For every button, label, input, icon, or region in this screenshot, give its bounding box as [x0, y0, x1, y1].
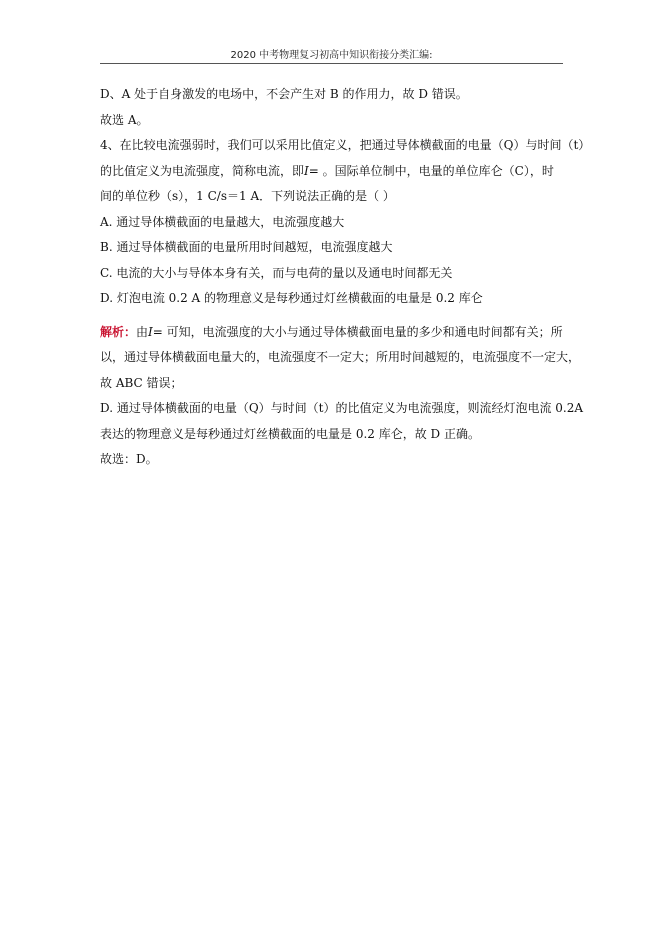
- text-span: 的比值定义为电流强度，简称电流，即: [100, 163, 305, 178]
- formula-variable: I: [148, 324, 153, 339]
- page-header: 2020 中考物理复习初高中知识衔接分类汇编:: [230, 50, 433, 61]
- analysis-line: [100, 320, 570, 346]
- question-stem: 4、在比较电流强弱时，我们可以采用比值定义，把通过导体横截面的电量（Q）与时间（t）: [100, 138, 591, 152]
- document-body: [100, 82, 591, 473]
- question-stem-line: [100, 159, 570, 185]
- analysis-label: 解析：: [100, 324, 137, 339]
- header-divider: [100, 63, 563, 64]
- analysis-line: 故 ABC 错误；: [100, 375, 183, 390]
- option-d: D. 灯泡电流 0.2 A 的物理意义是每秒通过灯丝横截面的电量是 0.2 库仑: [100, 291, 483, 305]
- text-span: = 。国际单位制中，电量的单位库仑（C），时: [308, 163, 554, 178]
- text-span: = 可知，电流强度的大小与通过导体横截面电量的多少和通电时间都有关；所: [152, 324, 563, 339]
- answer-line: 故选：D。: [100, 452, 158, 466]
- analysis-line: D. 通过导体横截面的电量（Q）与时间（t）的比值定义为电流强度，则流经灯泡电流 0.2A: [100, 401, 584, 415]
- analysis-line: 以，通过导体横截面电量大的，电流强度不一定大；所用时间越短的，电流强度不一定大，: [100, 350, 581, 364]
- text-line: 故选 A。: [100, 112, 149, 127]
- option-b: B. 通过导体横截面的电量所用时间越短，电流强度越大: [100, 240, 393, 254]
- question-stem-line: 间的单位秒（s），1 C/s＝1 A．下列说法正确的是（ ）: [100, 189, 395, 203]
- text-line: D、A 处于自身激发的电场中，不会产生对 B 的作用力，故 D 错误。: [100, 87, 468, 101]
- formula-variable: I: [304, 163, 309, 178]
- analysis-line: 表达的物理意义是每秒通过灯丝横截面的电量是 0.2 库仑，故 D 正确。: [100, 426, 480, 441]
- text-span: 由: [136, 324, 149, 339]
- option-a: A. 通过导体横截面的电量越大，电流强度越大: [100, 214, 345, 229]
- option-c: C. 电流的大小与导体本身有关，而与电荷的量以及通电时间都无关: [100, 265, 453, 280]
